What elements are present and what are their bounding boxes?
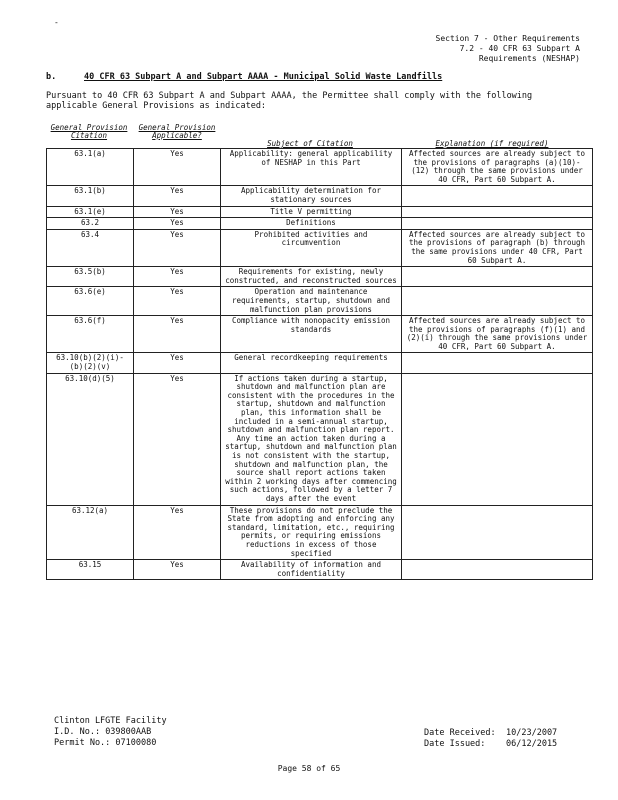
cell-citation: 63.12(a)	[47, 505, 134, 560]
table-row	[47, 267, 593, 287]
cell-explanation	[402, 267, 593, 287]
cell-citation: 63.1(b)	[47, 186, 134, 206]
issued-label: Date Issued:	[424, 739, 486, 749]
cell-explanation	[402, 206, 593, 218]
cell-subject: Requirements for existing, newly constructed, and reconstructed sources	[221, 267, 402, 287]
provisions-table	[46, 148, 593, 580]
cell-citation: 63.2	[47, 218, 134, 230]
cell-explanation	[402, 186, 593, 206]
id-value: 039800AAB	[105, 727, 152, 737]
cell-subject: Applicability determination for stationary sources	[221, 186, 402, 206]
table-column-headers	[46, 124, 584, 148]
cell-explanation: Affected sources are already subject to the provisions of paragraph (b) through the same provisions under 40 CFR, Part 60 Subpart A.	[402, 229, 593, 266]
cell-applicable: Yes	[134, 505, 221, 560]
cell-citation: 63.6(f)	[47, 316, 134, 353]
header-line-3: Requirements (NESHAP)	[478, 54, 580, 63]
cell-applicable: Yes	[134, 206, 221, 218]
cell-applicable: Yes	[134, 560, 221, 580]
cell-explanation: Affected sources are already subject to the provisions of paragraphs (f)(1) and (2)(i) through the same provisions under 40 CFR, Part 60 Subpart A.	[402, 316, 593, 353]
cell-subject: Definitions	[221, 218, 402, 230]
header-line-2: 7.2 - 40 CFR 63 Subpart A	[459, 44, 580, 53]
cell-explanation	[402, 287, 593, 316]
cell-applicable: Yes	[134, 316, 221, 353]
cell-explanation	[402, 560, 593, 580]
facility-name: Clinton LFGTE Facility	[54, 716, 167, 726]
cell-subject: Availability of information and confidentiality	[221, 560, 402, 580]
cell-applicable: Yes	[134, 218, 221, 230]
table-row	[47, 229, 593, 266]
table-row	[47, 316, 593, 353]
cell-applicable: Yes	[134, 373, 221, 505]
issued-value: 06/12/2015	[506, 739, 558, 749]
header-line-1: Section 7 - Other Requirements	[435, 34, 580, 43]
cell-subject: Prohibited activities and circumvention	[221, 229, 402, 266]
header-applicable: General Provision Applicable?	[138, 123, 216, 140]
table-row	[47, 505, 593, 560]
scan-mark: -	[54, 18, 59, 27]
page-number: Page 58 of 65	[277, 764, 341, 773]
section-letter: b.	[46, 72, 57, 82]
received-value: 10/23/2007	[506, 728, 558, 738]
cell-citation: 63.15	[47, 560, 134, 580]
cell-explanation: Affected sources are already subject to the provisions of paragraphs (a)(10)-(12) through the same provisions under 40 CFR, Part 60 Subpart A.	[402, 149, 593, 186]
cell-explanation	[402, 505, 593, 560]
table-row	[47, 149, 593, 186]
permit-value: 07100080	[115, 738, 157, 748]
cell-subject: General recordkeeping requirements	[221, 353, 402, 373]
cell-applicable: Yes	[134, 149, 221, 186]
page-header	[436, 34, 581, 64]
cell-subject: Applicability: general applicability of NESHAP in this Part	[221, 149, 402, 186]
header-explanation: Explanation (if required)	[435, 139, 549, 148]
cell-applicable: Yes	[134, 186, 221, 206]
cell-subject: These provisions do not preclude the State from adopting and enforcing any standard, limitation, etc., requiring permits, or requiring emissions reductions in excess of those specified	[221, 505, 402, 560]
header-subject: Subject of Citation	[267, 139, 353, 148]
intro-paragraph: Pursuant to 40 CFR 63 Subpart A and Subpart AAAA, the Permittee shall comply with the following applicable General Provisions as indicated:	[46, 91, 533, 111]
cell-subject: Operation and maintenance requirements, startup, shutdown and malfunction plan provisions	[221, 287, 402, 316]
table-row	[47, 206, 593, 218]
cell-citation: 63.5(b)	[47, 267, 134, 287]
permit-label: Permit No.:	[54, 738, 111, 748]
cell-citation: 63.1(e)	[47, 206, 134, 218]
footer-facility-block	[54, 716, 167, 749]
cell-subject: Compliance with nonopacity emission standards	[221, 316, 402, 353]
cell-explanation	[402, 218, 593, 230]
id-label: I.D. No.:	[54, 727, 101, 737]
table-row	[47, 560, 593, 580]
table-row	[47, 186, 593, 206]
header-citation: General Provision Citation	[50, 123, 128, 140]
cell-citation: 63.6(e)	[47, 287, 134, 316]
received-label: Date Received:	[424, 728, 496, 738]
cell-applicable: Yes	[134, 229, 221, 266]
provisions-table-wrapper	[46, 123, 588, 580]
cell-subject: Title V permitting	[221, 206, 402, 218]
cell-subject: If actions taken during a startup, shutdown and malfunction plan are consistent with the procedures in the startup, shutdown and malfunction plan, this information shall be included in a semi-annual startup, shutdown and malfunction plan report. Any time an action taken during a startup, shutdown and malfunction plan is not consistent with the startup, shutdown and malfunction plan, the source shall report actions taken within 2 working days after commencing such actions, followed by a letter 7 days after the event	[221, 373, 402, 505]
section-title: 40 CFR 63 Subpart A and Subpart AAAA - Municipal Solid Waste Landfills	[84, 72, 443, 82]
table-row	[47, 287, 593, 316]
footer-dates-block	[424, 728, 557, 750]
cell-explanation	[402, 373, 593, 505]
cell-citation: 63.10(d)(5)	[47, 373, 134, 505]
cell-explanation	[402, 353, 593, 373]
cell-citation: 63.10(b)(2)(i)-(b)(2)(v)	[47, 353, 134, 373]
cell-applicable: Yes	[134, 353, 221, 373]
cell-citation: 63.1(a)	[47, 149, 134, 186]
table-row	[47, 218, 593, 230]
table-row	[47, 353, 593, 373]
cell-applicable: Yes	[134, 267, 221, 287]
cell-citation: 63.4	[47, 229, 134, 266]
table-row	[47, 373, 593, 505]
cell-applicable: Yes	[134, 287, 221, 316]
section-heading	[46, 72, 442, 82]
